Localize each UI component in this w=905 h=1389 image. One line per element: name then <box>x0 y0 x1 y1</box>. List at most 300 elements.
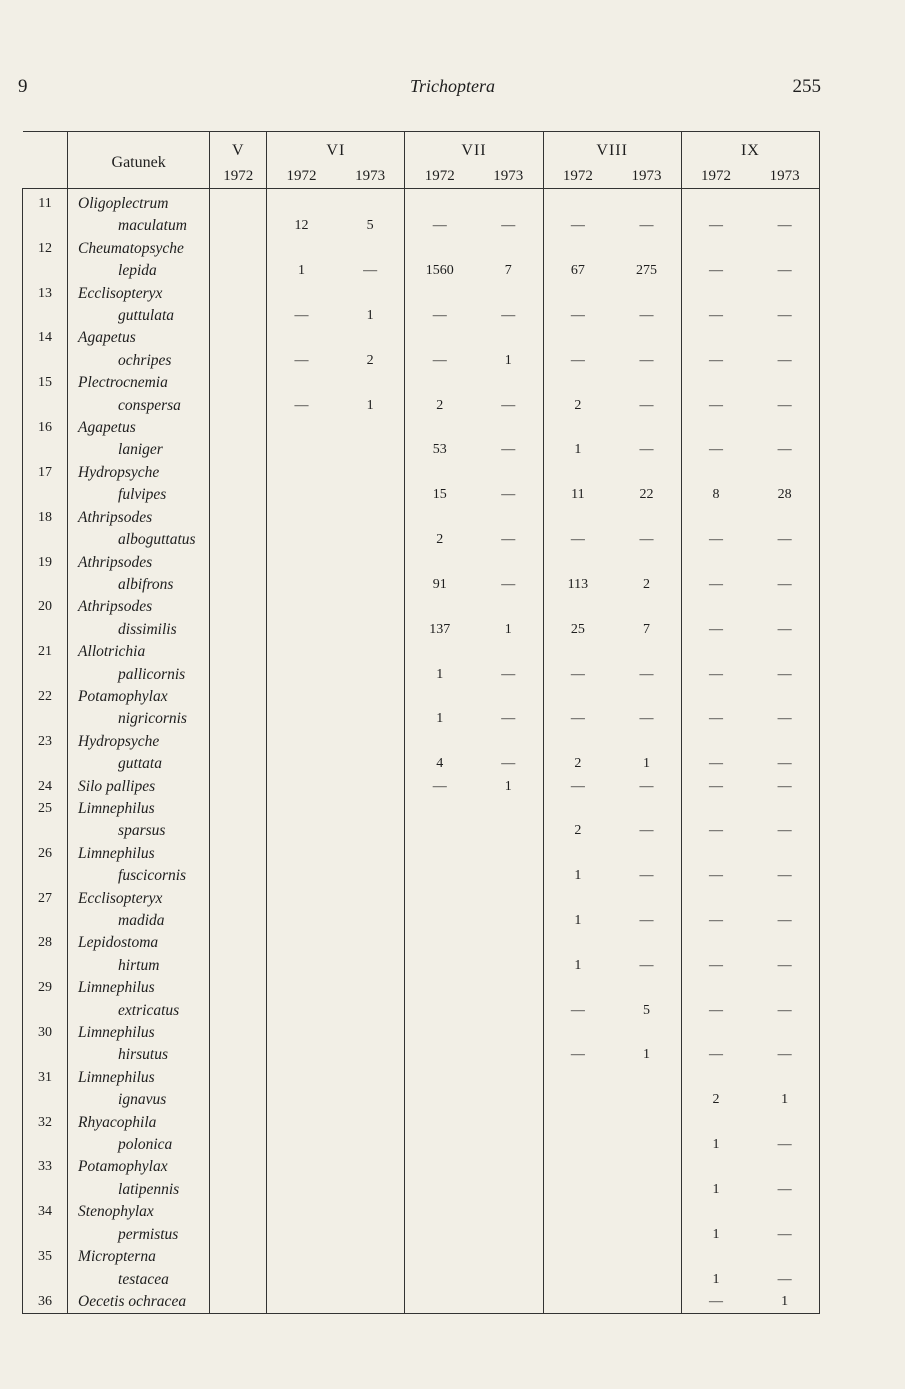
table-cell <box>336 1269 405 1291</box>
table-cell: 12 <box>267 215 336 237</box>
table-cell: — <box>750 305 819 327</box>
table-row <box>23 574 820 596</box>
row-number-spacer <box>23 664 68 686</box>
row-number-spacer <box>23 753 68 775</box>
empty-cell <box>474 417 543 439</box>
empty-cell <box>612 1022 681 1044</box>
table-cell: 1 <box>405 708 474 730</box>
species-name: lepida <box>68 260 210 282</box>
empty-cell <box>750 283 819 305</box>
table-row <box>23 596 820 618</box>
table-cell: — <box>750 1134 819 1156</box>
table-cell: — <box>750 910 819 932</box>
empty-cell <box>681 189 750 216</box>
empty-cell <box>210 843 267 865</box>
empty-cell <box>405 283 474 305</box>
empty-cell <box>405 507 474 529</box>
table-cell: 1 <box>366 397 374 413</box>
table-cell <box>474 1000 543 1022</box>
empty-cell <box>750 843 819 865</box>
row-number-spacer <box>23 910 68 932</box>
table-row <box>23 507 820 529</box>
table-cell: 5 <box>366 218 374 234</box>
table-cell: 1 <box>267 260 336 282</box>
table-row <box>23 1089 820 1111</box>
empty-cell <box>681 1201 750 1223</box>
empty-cell <box>336 843 405 865</box>
table-cell <box>336 619 405 641</box>
species-name: maculatum <box>68 215 210 237</box>
empty-cell <box>750 596 819 618</box>
year-header: 1972 <box>267 164 336 189</box>
empty-cell <box>336 641 405 663</box>
table-row <box>23 865 820 887</box>
empty-cell <box>210 552 267 574</box>
table-row <box>23 1156 820 1178</box>
table-cell <box>267 865 336 887</box>
table-cell: — <box>267 305 336 327</box>
table-cell <box>543 1179 612 1201</box>
table-cell: — <box>681 955 750 977</box>
table-cell: — <box>543 776 612 798</box>
empty-cell <box>336 238 405 260</box>
table-cell: — <box>639 352 654 368</box>
table-cell <box>405 955 474 977</box>
table-row <box>23 1022 820 1044</box>
table-cell: 28 <box>750 484 819 506</box>
table-cell <box>210 955 267 977</box>
genus-name: Athripsodes <box>68 552 210 574</box>
table-cell <box>267 1044 336 1066</box>
table-cell: — <box>681 350 750 372</box>
empty-cell <box>405 686 474 708</box>
table-cell: — <box>543 215 612 237</box>
table-cell: — <box>501 756 516 772</box>
table-cell: — <box>681 439 750 461</box>
table-cell: — <box>681 1291 750 1314</box>
empty-cell <box>405 641 474 663</box>
table-cell <box>267 753 336 775</box>
row-number: 33 <box>23 1156 68 1178</box>
table-cell: 1 <box>681 1179 750 1201</box>
empty-cell <box>336 507 405 529</box>
table-row <box>23 238 820 260</box>
row-number-spacer <box>23 395 68 417</box>
empty-cell <box>267 1022 336 1044</box>
empty-cell <box>543 189 612 216</box>
table-cell <box>267 1291 336 1314</box>
empty-cell <box>336 552 405 574</box>
empty-cell <box>543 1112 612 1134</box>
table-cell <box>612 1269 681 1291</box>
month-header-vi: VI <box>267 132 405 165</box>
empty-cell <box>750 189 819 216</box>
empty-cell <box>612 283 681 305</box>
table-cell: 1 <box>366 308 374 324</box>
genus-name: Hydropsyche <box>68 731 210 753</box>
table-cell: — <box>405 305 474 327</box>
table-cell: — <box>543 708 612 730</box>
table-cell <box>210 1089 267 1111</box>
table-row <box>23 708 820 730</box>
table-row <box>23 283 820 305</box>
table-cell: — <box>501 397 516 413</box>
table-cell: — <box>750 664 819 686</box>
table-row <box>23 955 820 977</box>
table-cell <box>336 1291 405 1314</box>
empty-cell <box>336 189 405 216</box>
table-cell: — <box>501 666 516 682</box>
table-row <box>23 731 820 753</box>
table-cell <box>405 820 474 842</box>
table-row <box>23 260 820 282</box>
table-cell <box>210 664 267 686</box>
table-cell <box>336 664 405 686</box>
empty-cell <box>543 596 612 618</box>
year-header: 1973 <box>750 164 819 189</box>
table-cell: 137 <box>405 619 474 641</box>
empty-cell <box>405 932 474 954</box>
empty-cell <box>681 417 750 439</box>
empty-cell <box>336 462 405 484</box>
table-cell: 15 <box>405 484 474 506</box>
empty-cell <box>474 1022 543 1044</box>
table-cell <box>267 1089 336 1111</box>
empty-cell <box>336 932 405 954</box>
empty-cell <box>681 932 750 954</box>
table-cell <box>267 776 336 798</box>
empty-cell <box>210 1067 267 1089</box>
empty-cell <box>750 731 819 753</box>
table-cell: — <box>405 215 474 237</box>
table-cell <box>267 1000 336 1022</box>
page-number-left: 9 <box>18 76 28 97</box>
empty-cell <box>543 417 612 439</box>
species-name: pallicornis <box>68 664 210 686</box>
table-cell <box>267 1269 336 1291</box>
empty-cell <box>474 283 543 305</box>
table-cell <box>612 1224 681 1246</box>
table-cell: — <box>681 1044 750 1066</box>
species-name: conspersa <box>68 395 210 417</box>
table-cell: — <box>750 260 819 282</box>
table-cell: 22 <box>639 487 654 503</box>
empty-cell <box>210 507 267 529</box>
empty-cell <box>750 1156 819 1178</box>
empty-cell <box>336 1156 405 1178</box>
empty-cell <box>543 977 612 999</box>
table-cell: — <box>267 350 336 372</box>
empty-cell <box>336 1067 405 1089</box>
table-row <box>23 664 820 686</box>
genus-name: Oligoplectrum <box>68 189 210 216</box>
species-name: hirtum <box>68 955 210 977</box>
empty-cell <box>405 552 474 574</box>
species-name: permistus <box>68 1224 210 1246</box>
empty-cell <box>612 798 681 820</box>
empty-cell <box>267 189 336 216</box>
species-name: polonica <box>68 1134 210 1156</box>
table-row <box>23 462 820 484</box>
species-table <box>22 131 820 1314</box>
empty-cell <box>474 1201 543 1223</box>
table-cell <box>336 955 405 977</box>
table-cell: — <box>681 305 750 327</box>
empty-cell <box>750 327 819 349</box>
table-cell: 1 <box>642 1047 650 1063</box>
table-cell: — <box>501 218 516 234</box>
table-cell <box>405 1179 474 1201</box>
table-cell <box>210 820 267 842</box>
empty-cell <box>681 372 750 394</box>
empty-cell <box>474 843 543 865</box>
table-cell: — <box>750 1044 819 1066</box>
table-cell: — <box>639 666 654 682</box>
table-row <box>23 1201 820 1223</box>
table-cell <box>210 1179 267 1201</box>
empty-cell <box>681 462 750 484</box>
table-cell: 7 <box>504 263 512 279</box>
table-cell: — <box>639 957 654 973</box>
empty-cell <box>750 1246 819 1268</box>
table-cell <box>405 1224 474 1246</box>
empty-cell <box>681 1022 750 1044</box>
month-header-v: V <box>210 132 267 165</box>
table-cell: 1 <box>504 621 512 637</box>
species-name: madida <box>68 910 210 932</box>
table-cell <box>612 1179 681 1201</box>
empty-cell <box>405 843 474 865</box>
empty-cell <box>543 372 612 394</box>
table-cell: 5 <box>642 1002 650 1018</box>
empty-cell <box>336 1246 405 1268</box>
empty-cell <box>750 641 819 663</box>
table-cell: — <box>681 664 750 686</box>
empty-cell <box>681 843 750 865</box>
empty-cell <box>474 686 543 708</box>
table-cell: — <box>681 820 750 842</box>
empty-cell <box>543 843 612 865</box>
table-cell <box>210 439 267 461</box>
table-cell: 1 <box>504 778 512 794</box>
page-title: Trichoptera <box>409 76 495 96</box>
empty-cell <box>474 462 543 484</box>
table-row <box>23 305 820 327</box>
empty-cell <box>750 798 819 820</box>
empty-cell <box>750 372 819 394</box>
row-number: 35 <box>23 1246 68 1268</box>
table-cell <box>267 574 336 596</box>
table-cell: — <box>750 439 819 461</box>
empty-cell <box>612 189 681 216</box>
table-cell <box>210 1291 267 1314</box>
empty-cell <box>612 1201 681 1223</box>
row-number-spacer <box>23 215 68 237</box>
table-cell <box>612 1089 681 1111</box>
table-cell: — <box>405 776 474 798</box>
empty-cell <box>681 888 750 910</box>
table-cell: — <box>639 397 654 413</box>
table-cell: — <box>681 529 750 551</box>
empty-cell <box>405 1246 474 1268</box>
species-name: sparsus <box>68 820 210 842</box>
table-cell <box>336 865 405 887</box>
genus-name: Limnephilus <box>68 977 210 999</box>
empty-cell <box>210 372 267 394</box>
table-cell: 53 <box>405 439 474 461</box>
empty-cell <box>474 1112 543 1134</box>
empty-cell <box>612 731 681 753</box>
row-number-spacer <box>23 1134 68 1156</box>
table-cell <box>267 955 336 977</box>
table-cell: 1 <box>681 1224 750 1246</box>
empty-cell <box>474 641 543 663</box>
genus-name: Agapetus <box>68 327 210 349</box>
empty-cell <box>681 798 750 820</box>
table-cell <box>474 1044 543 1066</box>
page-header <box>0 72 905 102</box>
species-name: dissimilis <box>68 619 210 641</box>
empty-cell <box>543 1156 612 1178</box>
page-number-right: 255 <box>792 76 821 97</box>
row-number: 20 <box>23 596 68 618</box>
empty-cell <box>405 189 474 216</box>
empty-cell <box>474 189 543 216</box>
empty-cell <box>336 372 405 394</box>
empty-cell <box>474 798 543 820</box>
table-cell: 11 <box>543 484 612 506</box>
table-row <box>23 529 820 551</box>
table-cell: — <box>750 1179 819 1201</box>
row-number: 32 <box>23 1112 68 1134</box>
table-cell: 1 <box>504 352 512 368</box>
table-cell <box>336 708 405 730</box>
row-number-spacer <box>23 1269 68 1291</box>
empty-cell <box>336 686 405 708</box>
species-name: fuscicornis <box>68 865 210 887</box>
row-number: 15 <box>23 372 68 394</box>
table-cell: — <box>750 1269 819 1291</box>
empty-cell <box>405 238 474 260</box>
year-header: 1972 <box>681 164 750 189</box>
empty-cell <box>612 462 681 484</box>
empty-cell <box>336 596 405 618</box>
table-cell: — <box>543 1000 612 1022</box>
empty-cell <box>750 507 819 529</box>
empty-cell <box>474 1246 543 1268</box>
table-cell: — <box>639 778 654 794</box>
empty-cell <box>750 1112 819 1134</box>
table-row <box>23 932 820 954</box>
empty-cell <box>543 1022 612 1044</box>
table-cell <box>543 1269 612 1291</box>
table-cell: — <box>639 913 654 928</box>
empty-cell <box>681 507 750 529</box>
table-cell: — <box>543 529 612 551</box>
empty-cell <box>474 238 543 260</box>
row-number: 27 <box>23 888 68 910</box>
table-row <box>23 1000 820 1022</box>
table-cell <box>210 910 267 932</box>
row-number: 16 <box>23 417 68 439</box>
table-cell: — <box>681 260 750 282</box>
table-cell <box>612 1134 681 1156</box>
genus-name: Limnephilus <box>68 843 210 865</box>
row-number-spacer <box>23 484 68 506</box>
species-name: laniger <box>68 439 210 461</box>
table-cell <box>405 865 474 887</box>
empty-cell <box>267 932 336 954</box>
empty-cell <box>210 1246 267 1268</box>
table-cell <box>336 1179 405 1201</box>
table-cell: 4 <box>405 753 474 775</box>
table-cell: 1 <box>642 756 650 772</box>
empty-cell <box>267 462 336 484</box>
empty-cell <box>210 189 267 216</box>
empty-cell <box>267 798 336 820</box>
empty-cell <box>336 327 405 349</box>
table-cell: — <box>750 708 819 730</box>
empty-cell <box>612 888 681 910</box>
empty-cell <box>612 507 681 529</box>
empty-cell <box>474 731 543 753</box>
month-header-ix: IX <box>681 132 819 165</box>
table-row <box>23 843 820 865</box>
table-row <box>23 552 820 574</box>
table-cell <box>210 529 267 551</box>
empty-cell <box>474 552 543 574</box>
row-number-spacer <box>23 574 68 596</box>
table-row <box>23 798 820 820</box>
table-row <box>23 641 820 663</box>
table-cell <box>336 1089 405 1111</box>
table-row <box>23 1269 820 1291</box>
row-number: 30 <box>23 1022 68 1044</box>
table-cell: — <box>543 305 612 327</box>
empty-cell <box>405 417 474 439</box>
table-cell: — <box>750 776 819 798</box>
table-row <box>23 1291 820 1314</box>
table-cell: — <box>681 910 750 932</box>
row-number: 14 <box>23 327 68 349</box>
table-cell: — <box>681 574 750 596</box>
species-name: alboguttatus <box>68 529 210 551</box>
empty-cell <box>612 1067 681 1089</box>
empty-cell <box>612 327 681 349</box>
table-cell <box>543 1134 612 1156</box>
species-name: fulvipes <box>68 484 210 506</box>
empty-cell <box>210 932 267 954</box>
empty-cell <box>210 596 267 618</box>
table-cell: 2 <box>543 753 612 775</box>
table-cell: 1 <box>681 1269 750 1291</box>
row-number-spacer <box>23 820 68 842</box>
table-cell <box>474 955 543 977</box>
table-body <box>23 189 820 1314</box>
empty-cell <box>210 977 267 999</box>
empty-cell <box>267 283 336 305</box>
empty-cell <box>681 1156 750 1178</box>
table-cell <box>267 1134 336 1156</box>
species-name: albifrons <box>68 574 210 596</box>
table-cell: — <box>750 215 819 237</box>
table-cell: — <box>543 1044 612 1066</box>
table-cell <box>336 439 405 461</box>
empty-cell <box>210 238 267 260</box>
empty-cell <box>750 686 819 708</box>
empty-cell <box>210 1022 267 1044</box>
empty-cell <box>543 462 612 484</box>
